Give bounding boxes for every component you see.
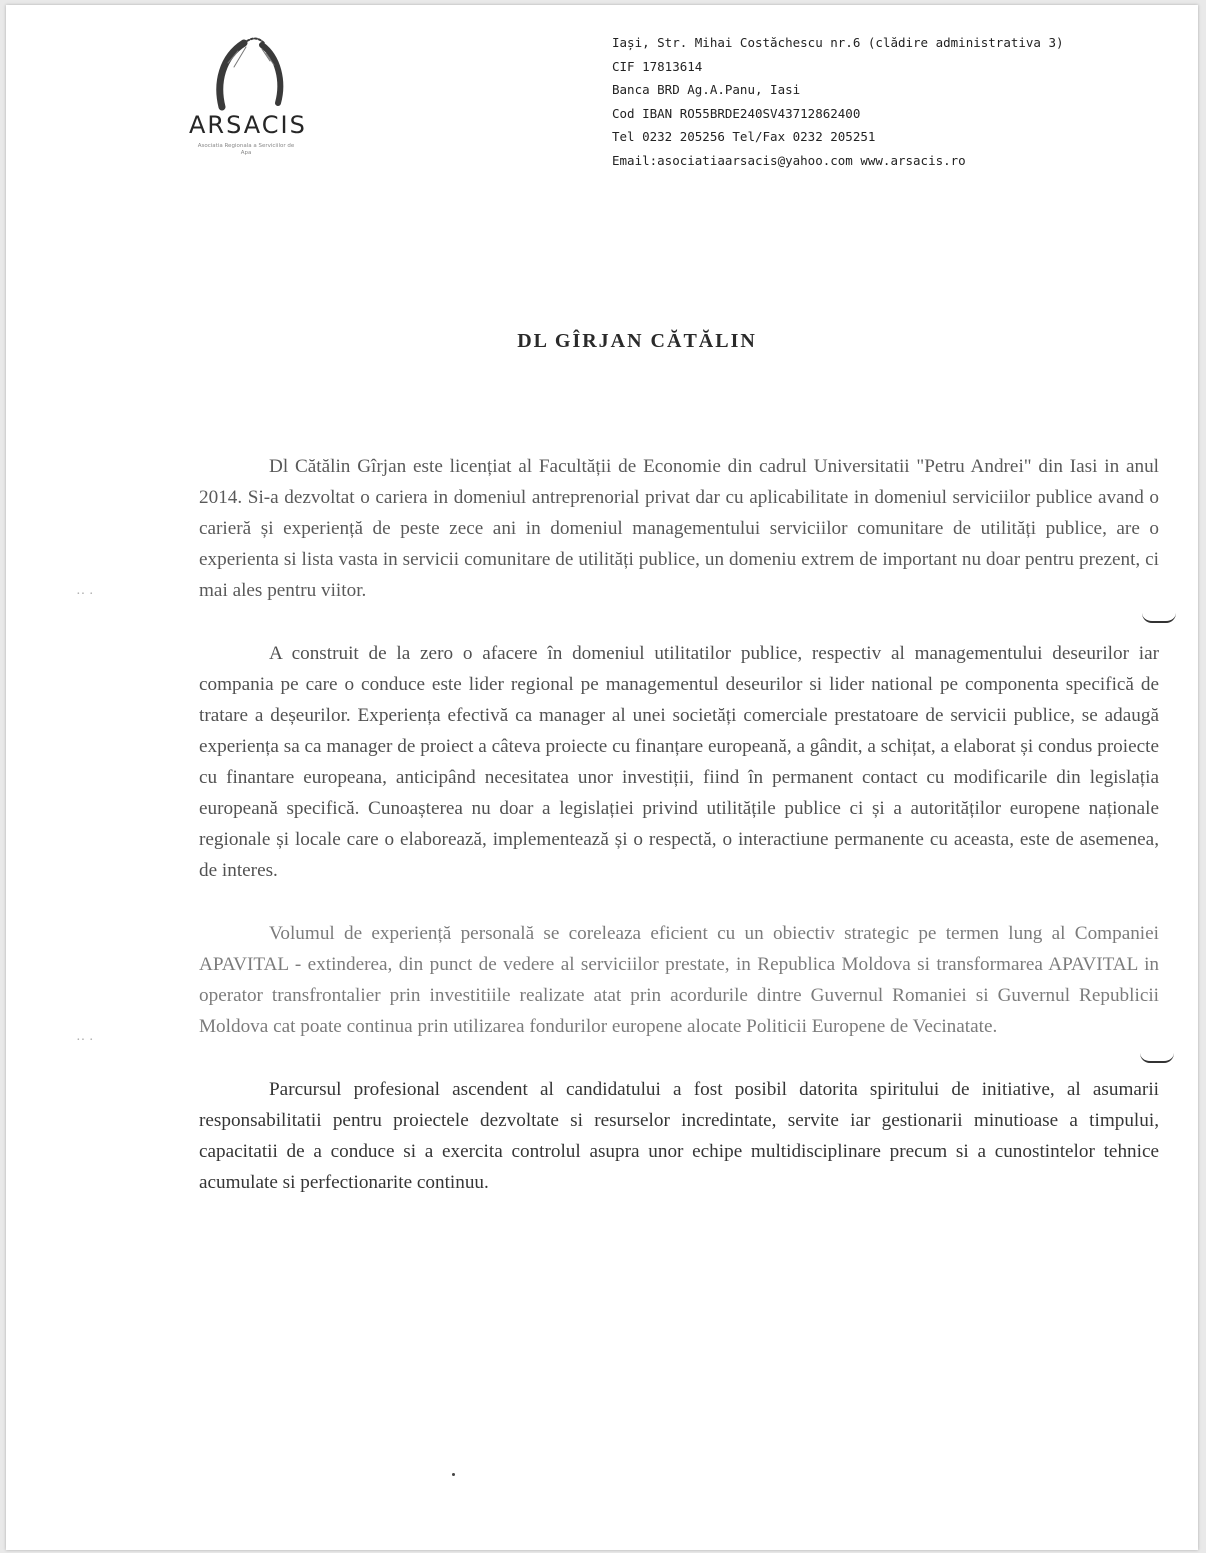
contact-iban: Cod IBAN RO55BRDE240SV43712862400 <box>612 105 861 121</box>
logo-brand-text: ARSACIS <box>189 111 307 139</box>
body-paragraph: A construit de la zero o afacere în domeniul utilitatilor publice, respectiv al managementului deseurilor iar compania pe care o conduce este lider regional pe managementul deseurilor si lider national pe componenta specifică de tratare a deșeurilor. Experiența efectivă ca manager al unei societăți comerciale prestatoare de servicii publice, se adaugă experiența sa ca manager de proiect a câteva proiecte cu finanțare europeană, a gândit, a schițat, a elaborat și condus proiecte cu finantare europeana, anticipând necesitatea unor investiții, fiind în permanent contact cu modificarile din legislația europeană specifică. Cunoașterea nu doar a legislației privind utilitățile publice ci și a autorităților europene naționale regionale și locale care o elaborează, implementează și o respectă, o interactiune permanente cu aceasta, este de asemenea, de interes. <box>199 643 1159 881</box>
contact-phone: Tel 0232 205256 Tel/Fax 0232 205251 <box>612 129 876 145</box>
contact-cif: CIF 17813614 <box>612 58 703 74</box>
logo-mark-icon <box>208 33 298 111</box>
letterhead-contact <box>612 31 1072 173</box>
logo-tagline: Asociatia Regionala a Serviciilor de Apa <box>197 143 295 156</box>
document-body <box>199 451 1159 1198</box>
body-paragraph: Dl Cătălin Gîrjan este licențiat al Facultății de Economie din cadrul Universitatii "Petru Andrei" din Iasi in anul 2014. Si-a dezvoltat o cariera in domeniul antreprenorial privat dar cu aplicabilitate in domeniul serviciilor publice avand o carieră și experiență de peste zece ani in domeniul managementului serviciilor comunitare de utilități publice, are o experienta si lista vasta in servicii comunitare de utilități publice, un domeniu extrem de important nu doar pentru prezent, ci mai ales pentru viitor. <box>199 456 1159 601</box>
body-paragraph: Volumul de experiență personală se coreleaza eficient cu un obiectiv strategic pe termen lung al Companiei APAVITAL - extinderea, din punct de vedere al serviciilor prestate, in Republica Moldova si transformarea APAVITAL in operator transfrontalier prin investitiile realizate atat prin acordurile dintre Guvernul Romaniei si Guvernul Republicii Moldova cat poate continua prin utilizarea fondurilor europene alocate Politicii Europene de Vecinatate. <box>199 923 1159 1037</box>
contact-email-web: Email:asociatiaarsacis@yahoo.com www.arsacis.ro <box>612 152 966 168</box>
scan-dot <box>452 1473 455 1476</box>
arsacis-logo <box>186 33 326 168</box>
contact-address: Iași, Str. Mihai Costăchescu nr.6 (clădire administrativa 3) <box>612 35 1064 50</box>
contact-bank: Banca BRD Ag.A.Panu, Iasi <box>612 82 801 98</box>
pen-mark <box>1140 1053 1174 1063</box>
scan-mark: ·· · <box>76 1033 94 1048</box>
pen-mark <box>1142 613 1176 623</box>
scan-mark: ·· · <box>76 587 94 602</box>
document-title: DL GÎRJAN CĂTĂLIN <box>517 330 757 352</box>
body-paragraph: Parcursul profesional ascendent al candidatului a fost posibil datorita spiritului de initiative, al asumarii responsabilitatii pentru proiectele dezvoltate si resurselor incredintate, servite iar gestionarii minutioase a timpului, capacitatii de a conduce si a exercita controlul asupra unor echipe multidisciplinare precum si a cunostintelor tehnice acumulate si perfectionarite continuu. <box>199 1079 1159 1193</box>
document-page <box>6 5 1198 1550</box>
